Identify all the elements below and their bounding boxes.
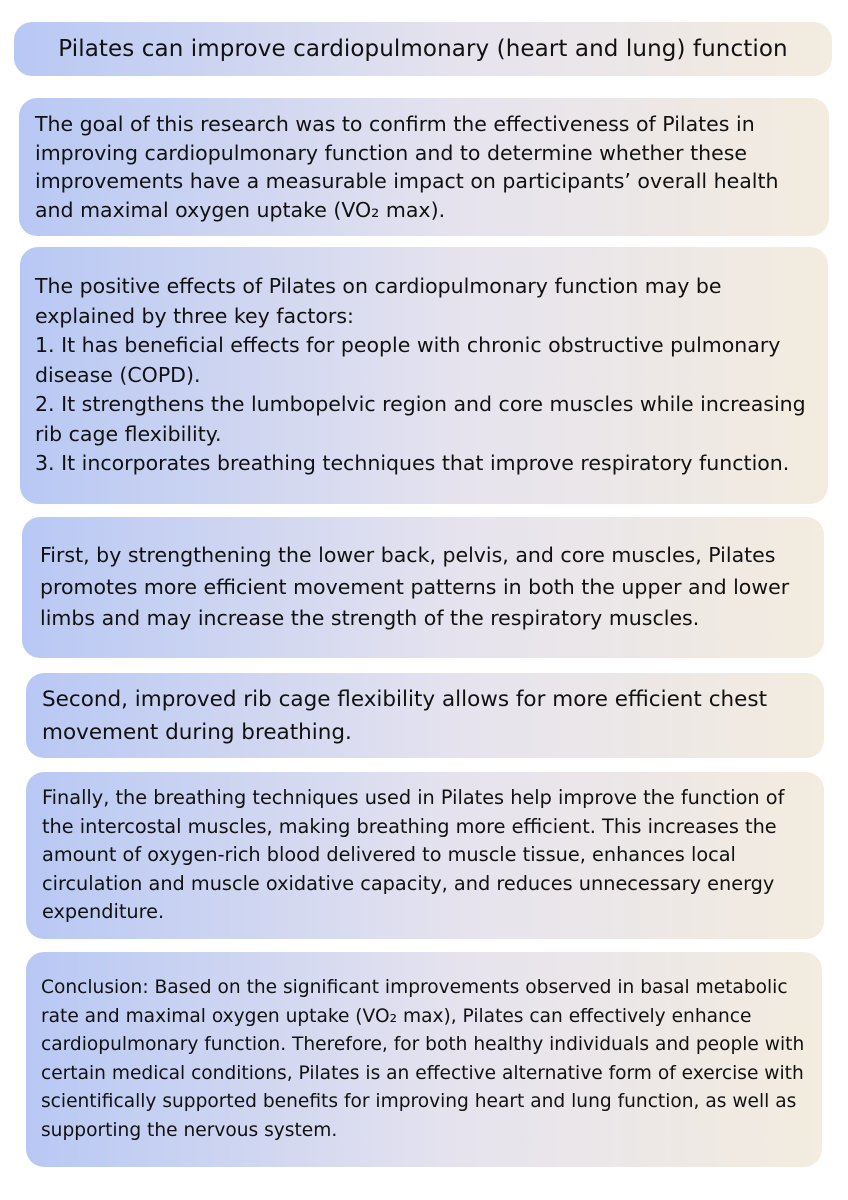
goal-card [19,98,829,236]
factors-card [20,247,828,504]
page-title: Pilates can improve cardiopulmonary (heart and lung) function [58,36,788,62]
conclusion-text: Conclusion: Based on the significant improvements observed in basal metabolic rate and maximal oxygen uptake (VO₂ max), Pilates can effectively enhance cardiopulmonary function. Therefore, for both healthy individuals and people with certain medical conditions, Pilates is an effective alternative form of exercise with scientifically supported benefits for improving heart and lung function, as well as supporting the nervous system. [41,977,805,1141]
goal-text: The goal of this research was to confirm the effectiveness of Pilates in improving cardiopulmonary function and to determine whether these improvements have a measurable impact on participants’ overall health and maximal oxygen uptake (VO₂ max). [35,112,779,222]
second-factor-text: Second, improved rib cage flexibility allows for more efficient chest movement during breathing. [42,686,768,745]
first-factor-text: First, by strengthening the lower back, pelvis, and core muscles, Pilates promotes more efficient movement patterns in both the upper and lower limbs and may increase the strength of the respiratory muscles. [40,543,790,631]
conclusion-card [26,952,822,1167]
second-factor-card [26,673,824,758]
final-factor-text: Finally, the breathing techniques used in Pilates help improve the function of the intercostal muscles, making breathing more efficient. This increases the amount of oxygen-rich blood delivered to muscle tissue, enhances local circulation and muscle oxidative capacity, and reduces unnecessary energy expenditure. [42,786,785,924]
first-factor-card [22,517,824,658]
title-card [14,22,832,76]
factors-text: The positive effects of Pilates on cardiopulmonary function may be explained by three key factors: 1. It has beneficial effects for people with chronic obstructive pulmonary disease (COPD). 2. It strengthens the lumbopelvic region and core muscles while increasing rib cage flexibility. 3. It incorporates breathing techniques that improve respiratory function. [35,274,806,476]
final-factor-card [26,772,824,939]
